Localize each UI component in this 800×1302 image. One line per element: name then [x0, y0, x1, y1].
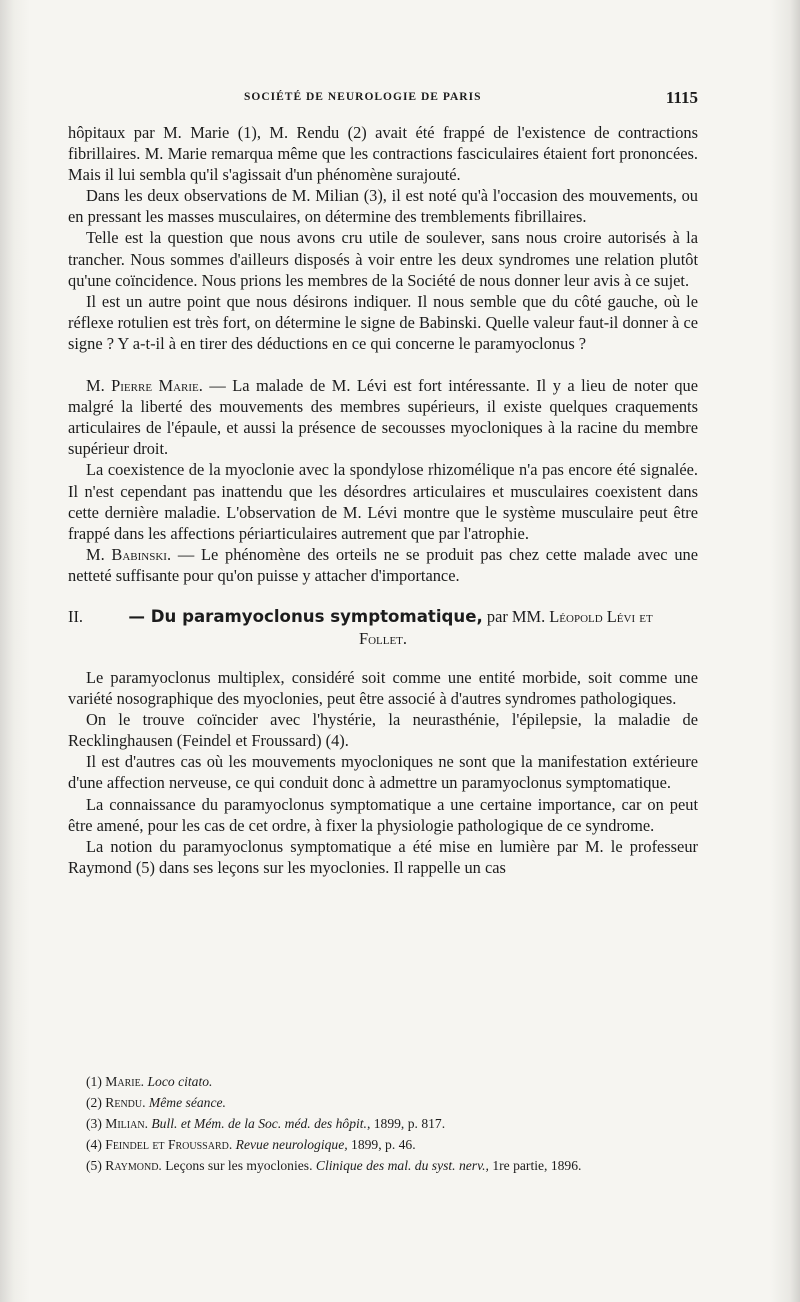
speaker-name: M. Babinski.	[86, 544, 172, 564]
footnote: (1) Marie. Loco citato.	[86, 1074, 213, 1089]
speaker-text: — Le phénomène des orteils ne se produit pas chez cette malade avec une netteté suffisante pour qu'on puisse y attacher d'importance.	[68, 544, 698, 585]
section-title: — Du paramyoclonus symptomatique,	[128, 606, 483, 626]
paragraph: Dans les deux observations de M. Milian (3), il est noté qu'à l'occasion des mouvements, ou en pressant les masses musculaires, on détermine des tremblements fibrillaires.	[68, 186, 698, 227]
paragraph: Telle est la question que nous avons cru utile de soulever, sans nous croire autorisés à la trancher. Nous sommes d'ailleurs disposés à voir entre les deux syndromes une relation plutôt qu'une coïncidence. Nous prions les membres de la Société de nous donner leur avis à ce sujet.	[68, 228, 698, 290]
section-authors-2: Follet.	[358, 628, 408, 648]
paragraph: On le trouve coïncider avec l'hystérie, la neurasthénie, l'épilepsie, la maladie de Recklinghausen (Feindel et Froussard) (4).	[68, 710, 698, 751]
section-heading	[68, 606, 698, 650]
discussion-babinski	[68, 544, 698, 586]
paragraph: La connaissance du paramyoclonus symptomatique a une certaine importance, car on peut être amené, pour les cas de cet ordre, à fixer la physiologie pathologique de ce syndrome.	[68, 794, 698, 835]
speaker-text: — La malade de M. Lévi est fort intéressante. Il y a lieu de noter que malgré la liberté des mouvements des membres supérieurs, il existe quelques craquements articulaires de l'épaule, et aussi la présence de secousses myocloniques à la racine du membre supérieur droit.	[68, 376, 698, 459]
section-number: II.	[68, 606, 84, 626]
spacer	[68, 354, 698, 375]
section-authors: Léopold Lévi et	[549, 606, 653, 626]
paragraph: Le paramyoclonus multiplex, considéré soit comme une entité morbide, soit comme une variété nosographique des myoclonies, peut être associé à d'autres syndromes pathologiques.	[68, 667, 698, 709]
page-header	[68, 88, 698, 112]
footnote: (5) Raymond. Leçons sur les myoclonies. Clinique des mal. du syst. nerv., 1re partie, 1896.	[86, 1158, 582, 1173]
page-number: 1115	[665, 88, 698, 107]
paragraph: Il est d'autres cas où les mouvements myocloniques ne sont que la manifestation extérieure d'une affection nerveuse, ce qui conduit donc à admettre un paramyoclonus symptomatique.	[68, 752, 698, 793]
footnote: (4) Feindel et Froussard. Revue neurologique, 1899, p. 46.	[86, 1137, 416, 1152]
paragraph: La coexistence de la myoclonie avec la spondylose rhizomélique n'a pas encore été signalée. Il n'est cependant pas inattendu que les désordres articulaires et musculaires coexistent dans cette dernière maladie. L'observation de M. Lévi montre que le système musculaire peut être frappé dans les affections périarticulaires autrement que par l'atrophie.	[68, 460, 698, 543]
paragraph: hôpitaux par M. Marie (1), M. Rendu (2) avait été frappé de l'existence de contractions fibrillaires. M. Marie remarqua même que les contractions fasciculaires étaient fort prononcées. Mais il lui sembla qu'il s'agissait d'un phénomène surajouté.	[68, 123, 698, 185]
footnote: (2) Rendu. Même séance.	[86, 1095, 226, 1110]
discussion-marie	[68, 375, 698, 459]
paragraph: Il est un autre point que nous désirons indiquer. Il nous semble que du côté gauche, où le réflexe rotulien est très fort, on détermine le signe de Babinski. Quelle valeur faut-il donner à ce signe ? Y a-t-il à en tirer des déductions en ce qui concerne le paramyoclonus ?	[68, 291, 698, 353]
section-by: par MM.	[486, 606, 546, 626]
paragraph: La notion du paramyoclonus symptomatique a été mise en lumière par M. le professeur Raymond (5) dans ses leçons sur les myoclonies. Il rappelle un cas	[68, 836, 698, 877]
running-head: SOCIÉTÉ DE NEUROLOGIE DE PARIS	[244, 91, 482, 103]
footnotes	[86, 1071, 698, 1176]
speaker-name: M. Pierre Marie.	[86, 376, 203, 396]
footnote: (3) Milian. Bull. et Mém. de la Soc. méd. des hôpit., 1899, p. 817.	[86, 1116, 446, 1131]
main-text	[68, 122, 698, 878]
